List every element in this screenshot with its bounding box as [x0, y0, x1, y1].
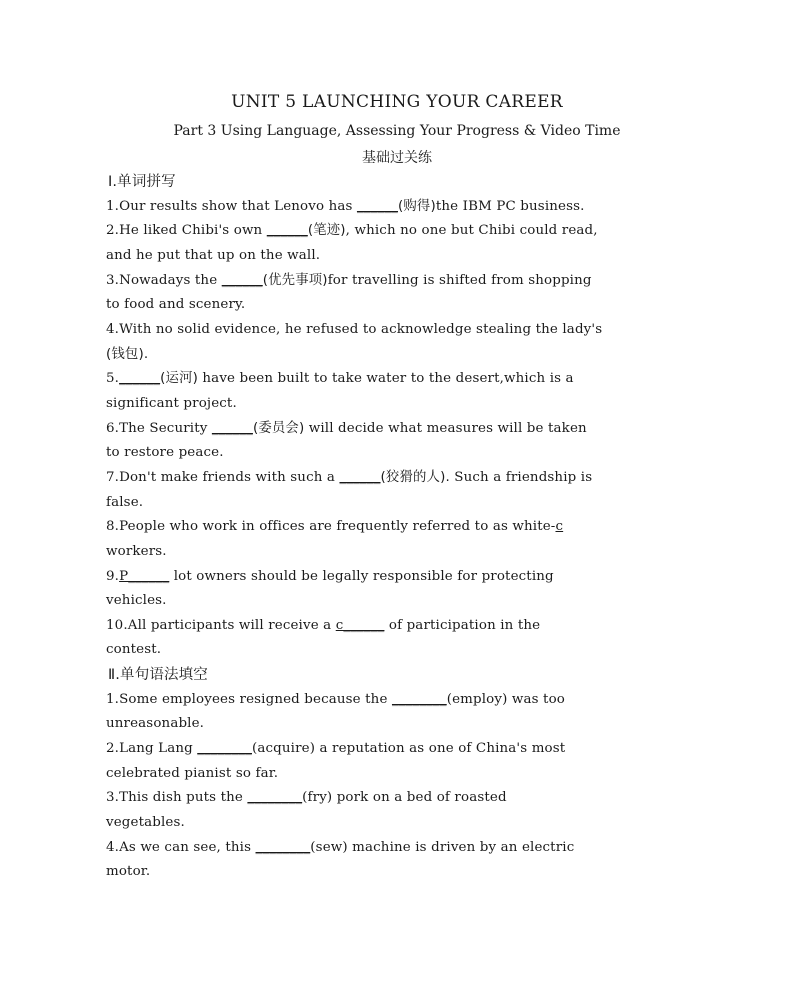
line-text: 1.Our results show that Lenovo has	[106, 198, 357, 214]
exercise-line	[106, 293, 696, 318]
chinese-hint: (购得)	[398, 198, 436, 214]
exercise-line	[106, 762, 696, 787]
section-header	[106, 663, 696, 688]
line-text: vehicles.	[106, 593, 167, 609]
answer-blank: ______	[119, 371, 161, 387]
line-text: (fry) pork on a bed of roasted	[302, 790, 507, 806]
chinese-hint: Ⅱ.单句语法填空	[108, 667, 208, 684]
line-text: 6.The Security	[106, 420, 212, 436]
chinese-hint: Ⅰ.单词拼写	[108, 174, 176, 190]
line-text: 5.	[106, 371, 120, 387]
unit-title: UNIT 5 LAUNCHING YOUR CAREER	[231, 92, 563, 112]
exercise-line	[106, 219, 696, 244]
chinese-hint: (钱包).	[106, 346, 149, 362]
line-text: unreasonable.	[106, 716, 205, 732]
answer-blank: c	[555, 519, 564, 535]
line-text: motor.	[106, 864, 151, 880]
line-text: to restore peace.	[106, 445, 224, 461]
line-text: to food and scenery.	[106, 297, 246, 313]
line-text: (employ) was too	[446, 691, 566, 707]
exercise-line	[106, 688, 696, 713]
answer-blank: ______	[266, 223, 308, 239]
chinese-hint: (运河)	[160, 371, 198, 387]
line-text: 2.Lang Lang	[106, 741, 198, 757]
line-text: Such a friendship is	[449, 469, 593, 485]
exercise-line	[106, 614, 696, 639]
answer-blank: ________	[255, 839, 311, 855]
answer-blank: ________	[247, 790, 303, 806]
section-heading: 基础过关练	[362, 150, 432, 166]
line-text: for travelling is shifted from shopping	[327, 272, 592, 288]
exercise-line	[106, 491, 696, 516]
exercise-line	[106, 417, 696, 442]
part-subtitle: Part 3 Using Language, Assessing Your Progress & Video Time	[173, 123, 621, 139]
line-text: 3.This dish puts the	[106, 790, 248, 806]
line-text: the IBM PC business.	[435, 198, 585, 214]
line-text: (sew) machine is driven by an electric	[310, 839, 575, 855]
line-text: 7.Don't make friends with such a	[106, 469, 340, 485]
answer-blank: ________	[391, 691, 447, 707]
line-text: false.	[106, 494, 144, 510]
answer-blank: ______	[221, 272, 263, 288]
exercise-line	[106, 811, 696, 836]
exercise-line	[106, 786, 696, 811]
line-text: (acquire) a reputation as one of China's most	[252, 741, 566, 757]
answer-blank: P______	[119, 568, 170, 584]
answer-blank: ______	[356, 198, 399, 214]
exercise-line	[106, 737, 696, 762]
line-text: celebrated pianist so far.	[106, 765, 279, 781]
chinese-hint: (委员会)	[252, 420, 305, 436]
line-text: contest.	[106, 642, 162, 658]
exercise-lines	[106, 170, 696, 885]
answer-blank: c______	[335, 617, 385, 633]
exercise-line	[106, 589, 696, 614]
section-header	[106, 170, 696, 195]
exercise-line	[106, 836, 696, 861]
line-text: significant project.	[106, 395, 237, 411]
exercise-line	[106, 565, 696, 590]
exercise-line	[106, 638, 696, 663]
exercise-line	[106, 195, 696, 220]
line-text: 4.As we can see, this	[106, 839, 256, 855]
line-text: have been built to take water to the desert,which is a	[198, 371, 574, 387]
line-text: , which no one but Chibi could read,	[345, 223, 598, 239]
line-text: 8.People who work in offices are frequently referred to as white-	[106, 519, 556, 535]
line-text: of participation in the	[384, 617, 541, 633]
answer-blank: ________	[197, 741, 252, 757]
exercise-line	[106, 540, 696, 565]
line-text: 9.	[106, 568, 120, 584]
exercise-line	[106, 860, 696, 885]
exercise-line	[106, 269, 696, 294]
exercise-line	[106, 343, 696, 368]
exercise-line	[106, 515, 696, 540]
line-text: vegetables.	[106, 815, 185, 831]
chinese-hint: (笔迹)	[307, 223, 346, 239]
exercise-line	[106, 318, 696, 343]
exercise-line	[106, 466, 696, 491]
line-text: 3.Nowadays the	[106, 272, 222, 288]
chinese-hint: (优先事项)	[262, 272, 328, 288]
exercise-line	[106, 367, 696, 392]
exercise-line	[106, 712, 696, 737]
answer-blank: ______	[339, 469, 381, 485]
line-text: will decide what measures will be taken	[304, 420, 587, 436]
line-text: 10.All participants will receive a	[106, 617, 336, 633]
answer-blank: ______	[211, 420, 253, 436]
exercise-line	[106, 244, 696, 269]
line-text: 1.Some employees resigned because the	[106, 691, 392, 707]
exercise-line	[106, 392, 696, 417]
line-text: lot owners should be legally responsible for protecting	[169, 568, 554, 584]
line-text: and he put that up on the wall.	[106, 247, 321, 263]
chinese-hint: (狡猾的人).	[380, 469, 450, 485]
line-text: 2.He liked Chibi's own	[106, 223, 267, 239]
line-text: 4.With no solid evidence, he refused to acknowledge stealing the lady's	[106, 321, 603, 337]
line-text: workers.	[106, 543, 167, 559]
exercise-line	[106, 441, 696, 466]
